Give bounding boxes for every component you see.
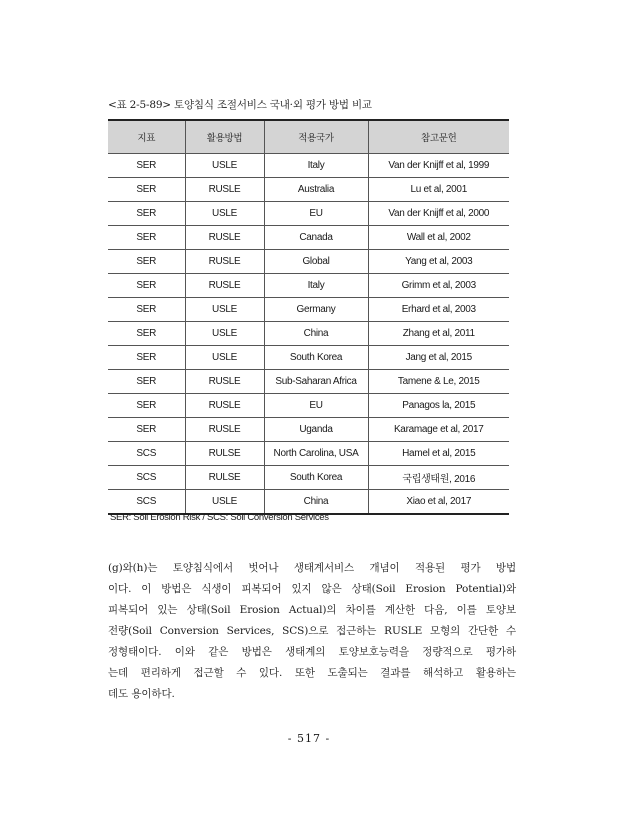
cell-indicator: SER [108, 370, 185, 394]
cell-indicator: SER [108, 250, 185, 274]
paragraph-line: (g)와(h)는 토양침식에서 벗어나 생태계서비스 개념이 적용된 평가 방법 [108, 562, 516, 574]
cell-country: China [264, 490, 368, 515]
table-row [108, 322, 509, 346]
cell-method: USLE [185, 322, 264, 346]
cell-reference: Zhang et al, 2011 [368, 322, 509, 346]
cell-method: RULSE [185, 442, 264, 466]
cell-indicator: SER [108, 346, 185, 370]
table-footnote: SER: Soil Erosion Risk / SCS: Soil Conversion Services [110, 512, 329, 523]
cell-method: USLE [185, 346, 264, 370]
comparison-table [108, 119, 509, 515]
cell-reference: Erhard et al, 2003 [368, 298, 509, 322]
table-row [108, 370, 509, 394]
table-row [108, 418, 509, 442]
cell-reference: Wall et al, 2002 [368, 226, 509, 250]
table-row [108, 178, 509, 202]
cell-method: RULSE [185, 466, 264, 490]
cell-country: EU [264, 202, 368, 226]
paragraph-line: 는데 편리하게 접근할 수 있다. 또한 도출되는 결과를 해석하고 활용하는 [108, 667, 516, 679]
paragraph-line: 정형태이다. 이와 같은 방법은 생태계의 토양보호능력을 정량적으로 평가하 [108, 646, 516, 658]
cell-country: South Korea [264, 346, 368, 370]
header-country: 적용국가 [264, 120, 368, 154]
table-header-row [108, 120, 509, 154]
cell-country: Canada [264, 226, 368, 250]
table-row [108, 394, 509, 418]
header-method: 활용방법 [185, 120, 264, 154]
cell-country: Uganda [264, 418, 368, 442]
cell-country: China [264, 322, 368, 346]
table-row [108, 346, 509, 370]
cell-method: RUSLE [185, 394, 264, 418]
cell-method: RUSLE [185, 178, 264, 202]
table-row [108, 466, 509, 490]
cell-method: RUSLE [185, 418, 264, 442]
cell-reference: Van der Knijff et al, 2000 [368, 202, 509, 226]
cell-indicator: SER [108, 298, 185, 322]
cell-method: RUSLE [185, 370, 264, 394]
cell-reference: Hamel et al, 2015 [368, 442, 509, 466]
paragraph-line: 이다. 이 방법은 식생이 피복되어 있지 않은 상태(Soil Erosion Potential)와 [108, 583, 516, 595]
cell-country: Germany [264, 298, 368, 322]
cell-country: EU [264, 394, 368, 418]
paragraph-line: 데도 용이하다. [108, 688, 175, 700]
header-indicator: 지표 [108, 120, 185, 154]
page-number: - 517 - [287, 732, 331, 745]
cell-country: Sub-Saharan Africa [264, 370, 368, 394]
cell-reference: Panagos la, 2015 [368, 394, 509, 418]
cell-reference: Van der Knijff et al, 1999 [368, 154, 509, 178]
cell-reference: Tamene & Le, 2015 [368, 370, 509, 394]
table-row [108, 490, 509, 515]
cell-method: RUSLE [185, 274, 264, 298]
table-row [108, 154, 509, 178]
cell-country: Australia [264, 178, 368, 202]
cell-indicator: SCS [108, 442, 185, 466]
cell-indicator: SER [108, 178, 185, 202]
paragraph-line: 전량(Soil Conversion Services, SCS)으로 접근하는 RUSLE 모형의 간단한 수 [108, 625, 516, 637]
cell-country: Global [264, 250, 368, 274]
cell-method: RUSLE [185, 250, 264, 274]
table-caption: <표 2-5-89> 토양침식 조절서비스 국내·외 평가 방법 비교 [108, 99, 372, 111]
cell-indicator: SER [108, 154, 185, 178]
cell-reference: Karamage et al, 2017 [368, 418, 509, 442]
cell-reference: 국립생태원, 2016 [368, 466, 509, 490]
body-paragraph [108, 558, 516, 705]
cell-indicator: SCS [108, 466, 185, 490]
cell-method: USLE [185, 490, 264, 515]
cell-method: RUSLE [185, 226, 264, 250]
cell-reference: Yang et al, 2003 [368, 250, 509, 274]
cell-reference: Xiao et al, 2017 [368, 490, 509, 515]
header-reference: 참고문헌 [368, 120, 509, 154]
cell-method: USLE [185, 154, 264, 178]
cell-method: USLE [185, 202, 264, 226]
cell-indicator: SER [108, 418, 185, 442]
table-row [108, 226, 509, 250]
cell-indicator: SCS [108, 490, 185, 515]
cell-country: Italy [264, 154, 368, 178]
table-row [108, 298, 509, 322]
cell-country: North Carolina, USA [264, 442, 368, 466]
cell-reference: Lu et al, 2001 [368, 178, 509, 202]
cell-indicator: SER [108, 226, 185, 250]
cell-indicator: SER [108, 202, 185, 226]
cell-country: South Korea [264, 466, 368, 490]
cell-indicator: SER [108, 322, 185, 346]
table-row [108, 250, 509, 274]
cell-reference: Jang et al, 2015 [368, 346, 509, 370]
cell-country: Italy [264, 274, 368, 298]
table-row [108, 442, 509, 466]
cell-reference: Grimm et al, 2003 [368, 274, 509, 298]
table-row [108, 274, 509, 298]
cell-method: USLE [185, 298, 264, 322]
paragraph-line: 피복되어 있는 상태(Soil Erosion Actual)의 차이를 계산한 다음, 이를 토양보 [108, 604, 516, 616]
table-row [108, 202, 509, 226]
cell-indicator: SER [108, 274, 185, 298]
cell-indicator: SER [108, 394, 185, 418]
